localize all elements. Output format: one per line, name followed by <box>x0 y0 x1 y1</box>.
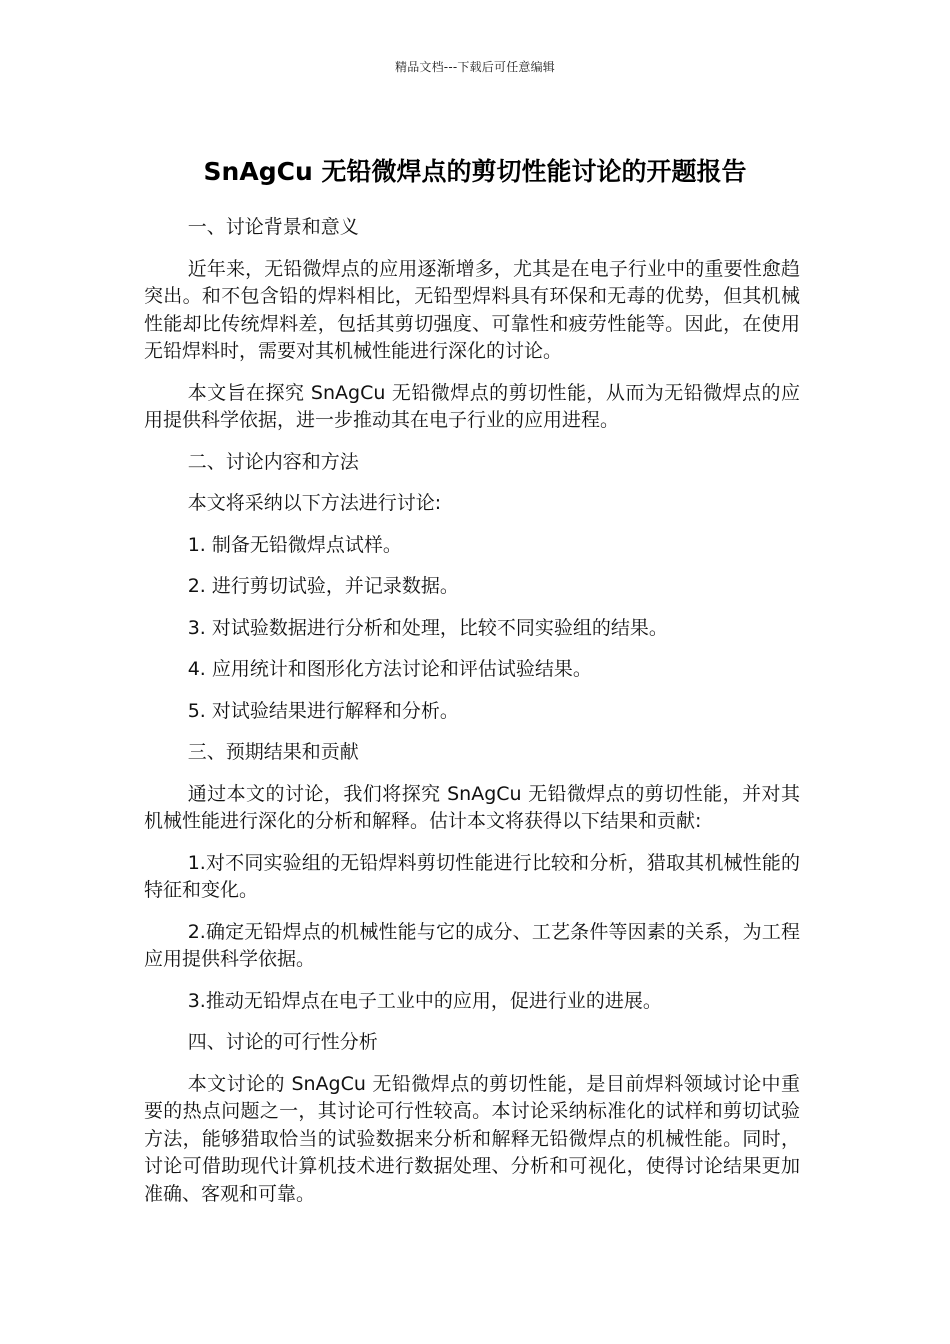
list-item-method-4: 4. 应用统计和图形化方法讨论和评估试验结果。 <box>187 658 592 680</box>
list-item-method-1: 1. 制备无铅微焊点试样。 <box>187 533 402 556</box>
list-item-result-2: 2.确定无铅焊点的机械性能与它的成分、工艺条件等因素的关系，为工程应用提供科学依据。 <box>144 920 800 970</box>
list-item-result-3: 3.推动无铅焊点在电子工业中的应用，促进行业的进展。 <box>187 989 662 1012</box>
paragraph-expected-results: 通过本文的讨论，我们将探究 SnAgCu 无铅微焊点的剪切性能，并对其机械性能进行深化的分析和解释。估计本文将获得以下结果和贡献: <box>144 782 800 832</box>
list-item-method-2: 2. 进行剪切试验，并记录数据。 <box>187 575 459 597</box>
section-heading-background: 一、讨论背景和意义 <box>187 216 359 238</box>
section-heading-content-methods: 二、讨论内容和方法 <box>187 450 359 473</box>
header-note: 精品文档---下载后可任意编辑 <box>395 60 555 74</box>
paragraph-feasibility: 本文讨论的 SnAgCu 无铅微焊点的剪切性能，是目前焊料领域讨论中重要的热点问题之一，其讨论可行性较高。本讨论采纳标准化的试样和剪切试验方法，能够猎取恰当的试验数据来分析和解释无铅微焊点的机械性能。同时，讨论可借助现代计算机技术进行数据处理、分析和可视化，使得讨论结果更加准确、客观和可靠。 <box>144 1072 800 1205</box>
list-item-method-3: 3. 对试验数据进行分析和处理，比较不同实验组的结果。 <box>187 616 668 639</box>
list-item-method-5: 5. 对试验结果进行解释和分析。 <box>187 699 459 722</box>
document-body <box>144 214 800 1222</box>
document-title: SnAgCu 无铅微焊点的剪切性能讨论的开题报告 <box>203 156 747 186</box>
list-item-result-1: 1.对不同实验组的无铅焊料剪切性能进行比较和分析，猎取其机械性能的特征和变化。 <box>144 851 800 901</box>
paragraph-background-1: 近年来，无铅微焊点的应用逐渐增多，尤其是在电子行业中的重要性愈趋突出。和不包含铅的焊料相比，无铅型焊料具有环保和无毒的优势，但其机械性能却比传统焊料差，包括其剪切强度、可靠性和疲劳性能等。因此，在使用无铅焊料时，需要对其机械性能进行深化的讨论。 <box>144 257 800 362</box>
paragraph-methods-intro: 本文将采纳以下方法进行讨论: <box>187 492 442 514</box>
paragraph-background-2: 本文旨在探究 SnAgCu 无铅微焊点的剪切性能，从而为无铅微焊点的应用提供科学依据，进一步推动其在电子行业的应用进程。 <box>144 381 800 431</box>
section-heading-expected-results: 三、预期结果和贡献 <box>187 741 359 763</box>
section-heading-feasibility: 四、讨论的可行性分析 <box>187 1031 378 1053</box>
